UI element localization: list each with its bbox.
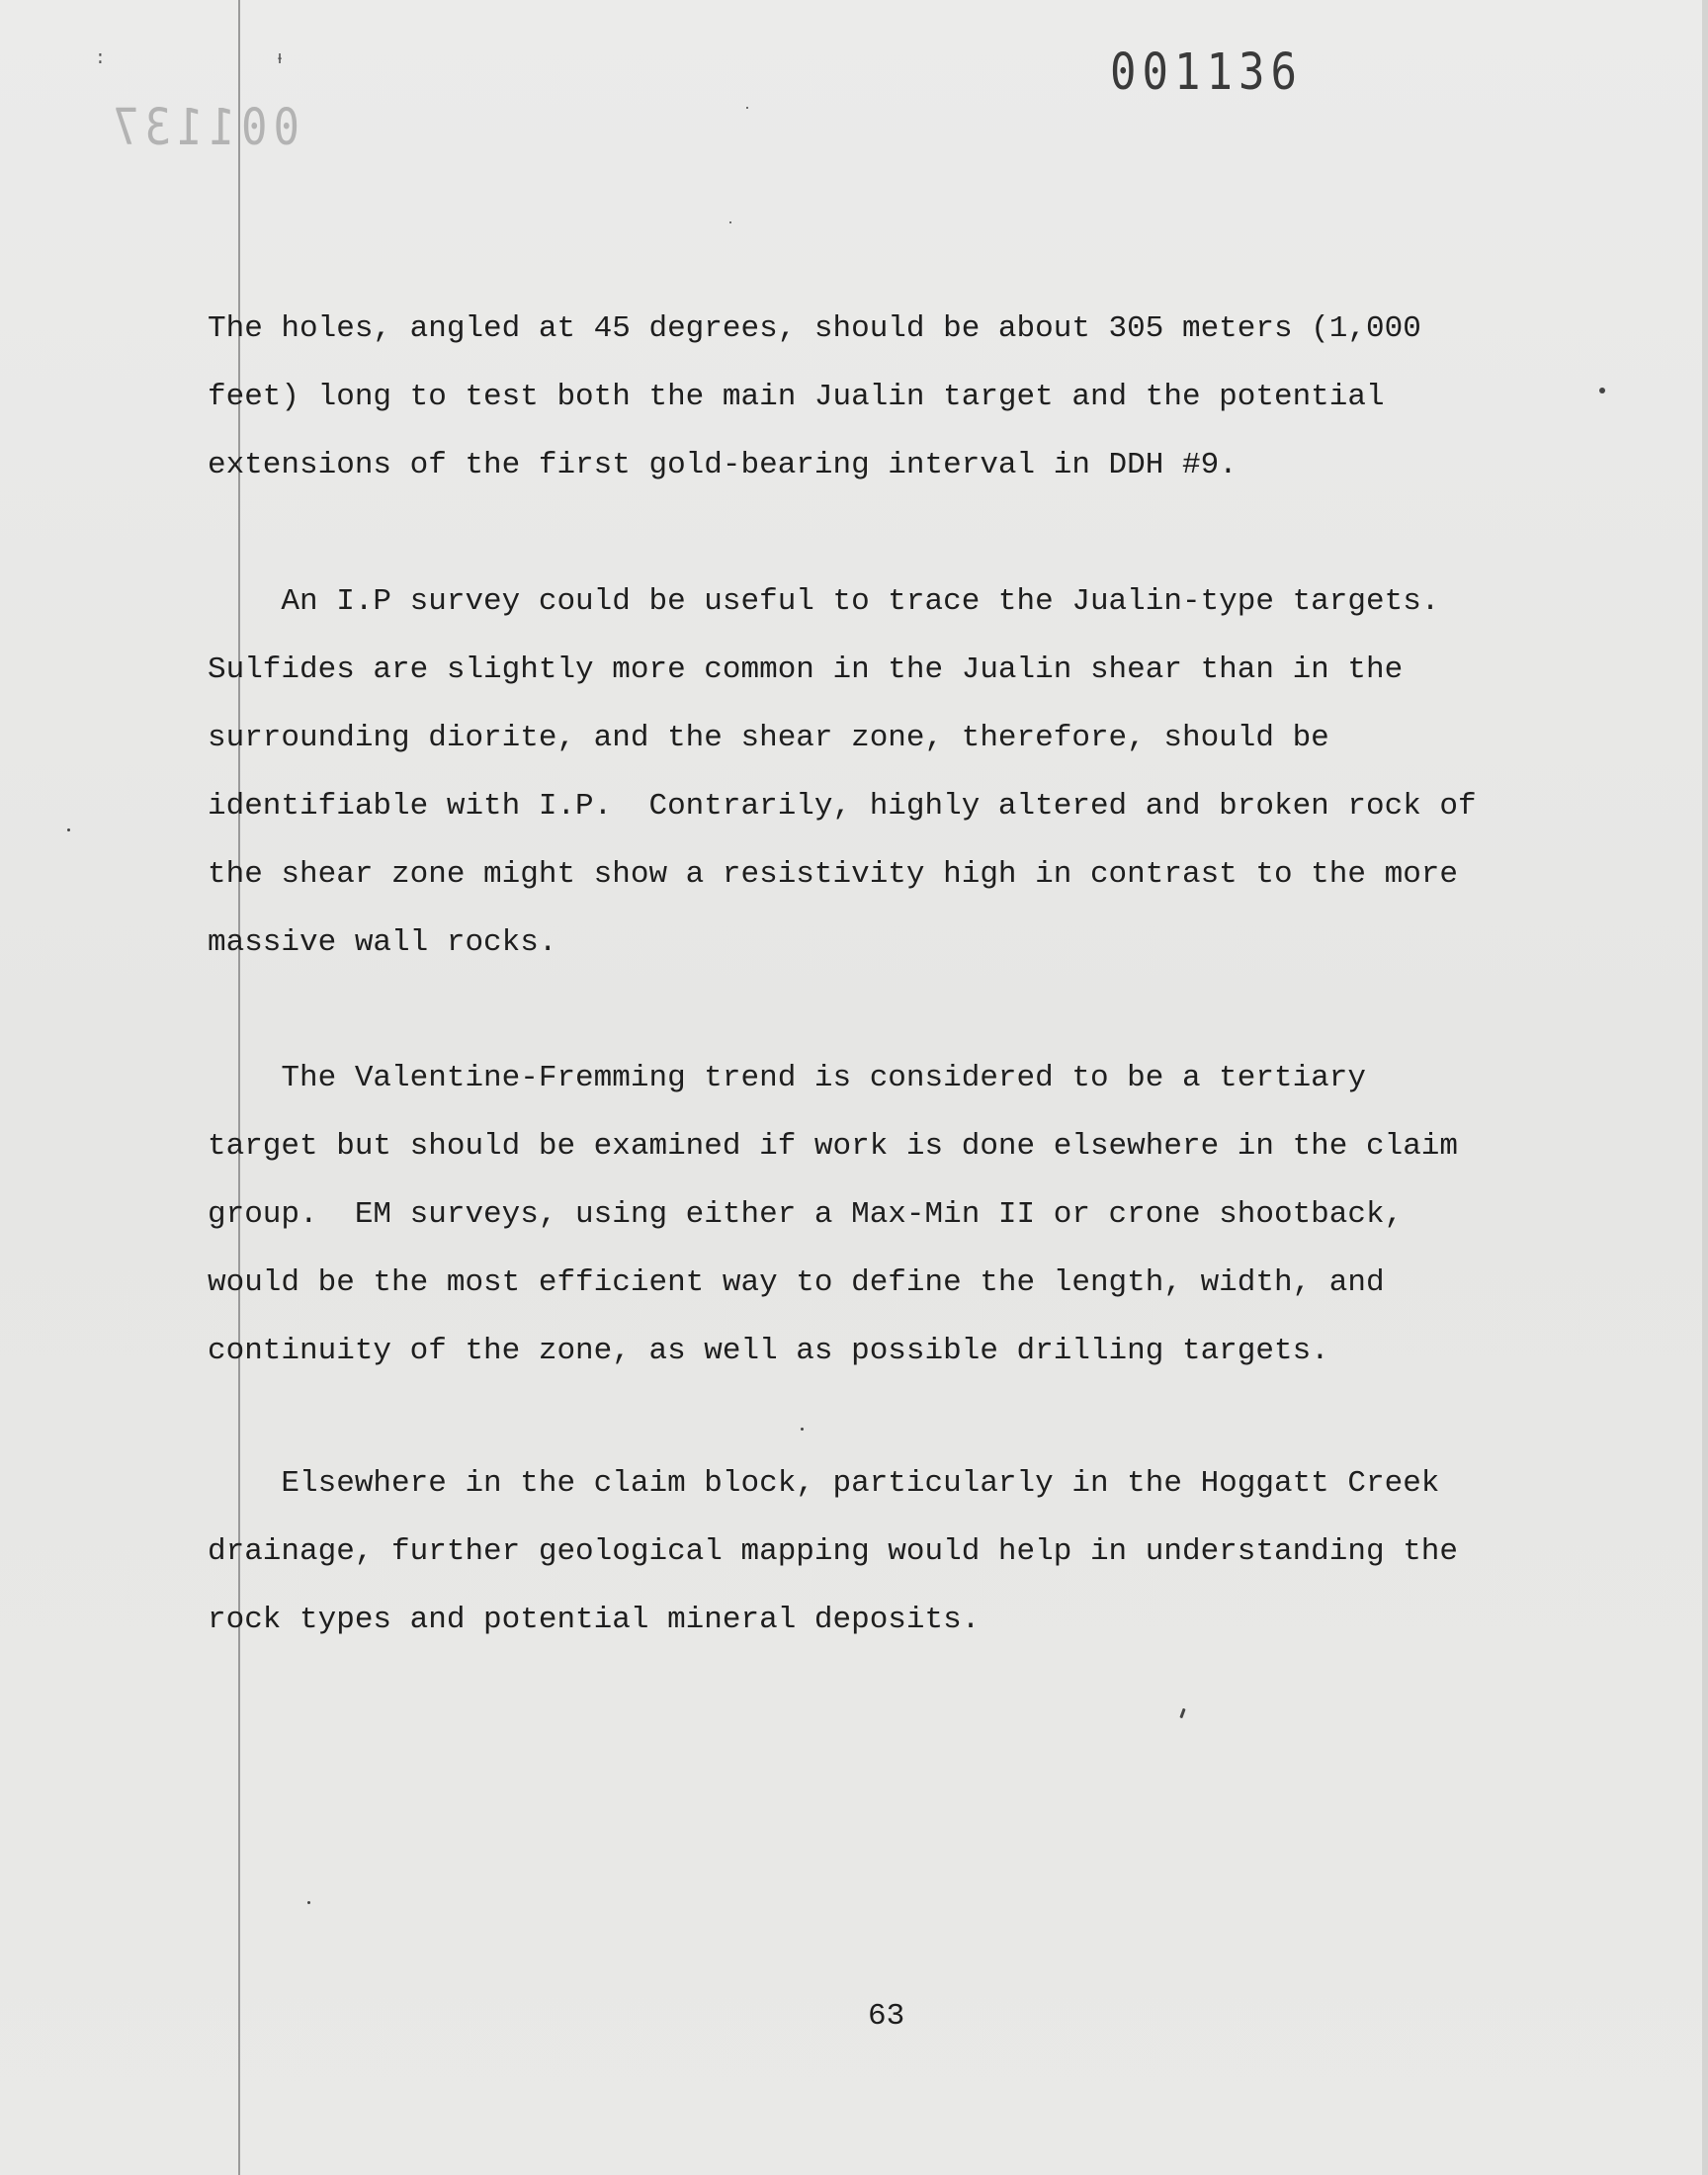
faded-stamp-number: 001137 xyxy=(107,99,299,157)
scan-speck xyxy=(67,828,70,831)
paragraph-valentine-trend: The Valentine-Fremming trend is considered to be a tertiary target but should be examined if work is done elsewhere in the claim group. EM surveys, using either a Max-Min II or crone shootback, would be the most efficient way to define the length, width, and continuity of the zone, as well as possible drilling targets. xyxy=(208,1061,1459,1368)
page-number: 63 xyxy=(868,1999,905,2034)
paragraph-drill-holes: The holes, angled at 45 degrees, should be about 305 meters (1,000 feet) long to test both the main Jualin target and the potential extensions of the first gold-bearing interval in DDH #9. xyxy=(208,311,1421,482)
corner-marks: : ᵻ xyxy=(95,49,365,69)
scan-speck xyxy=(801,1428,804,1431)
scan-speck xyxy=(307,1901,310,1904)
scan-speck xyxy=(1179,1708,1185,1718)
paragraph-ip-survey: An I.P survey could be useful to trace the Jualin-type targets. Sulfides are slightly more common in the Jualin shear than in the surrounding diorite, and the shear zone, therefore, should be identifiable with I.P. Contrarily, highly altered and broken rock of the shear zone might show a resistivity high in contrast to the more massive wall rocks. xyxy=(208,584,1477,960)
scan-speck xyxy=(1599,388,1605,393)
paragraph-hoggatt-creek: Elsewhere in the claim block, particularly in the Hoggatt Creek drainage, further geological mapping would help in understanding the rock types and potential mineral deposits. xyxy=(208,1466,1459,1637)
page-edge xyxy=(1702,0,1708,2175)
scan-speck xyxy=(746,107,748,109)
scan-speck xyxy=(729,221,731,223)
document-stamp-number: 001136 xyxy=(1110,44,1303,102)
